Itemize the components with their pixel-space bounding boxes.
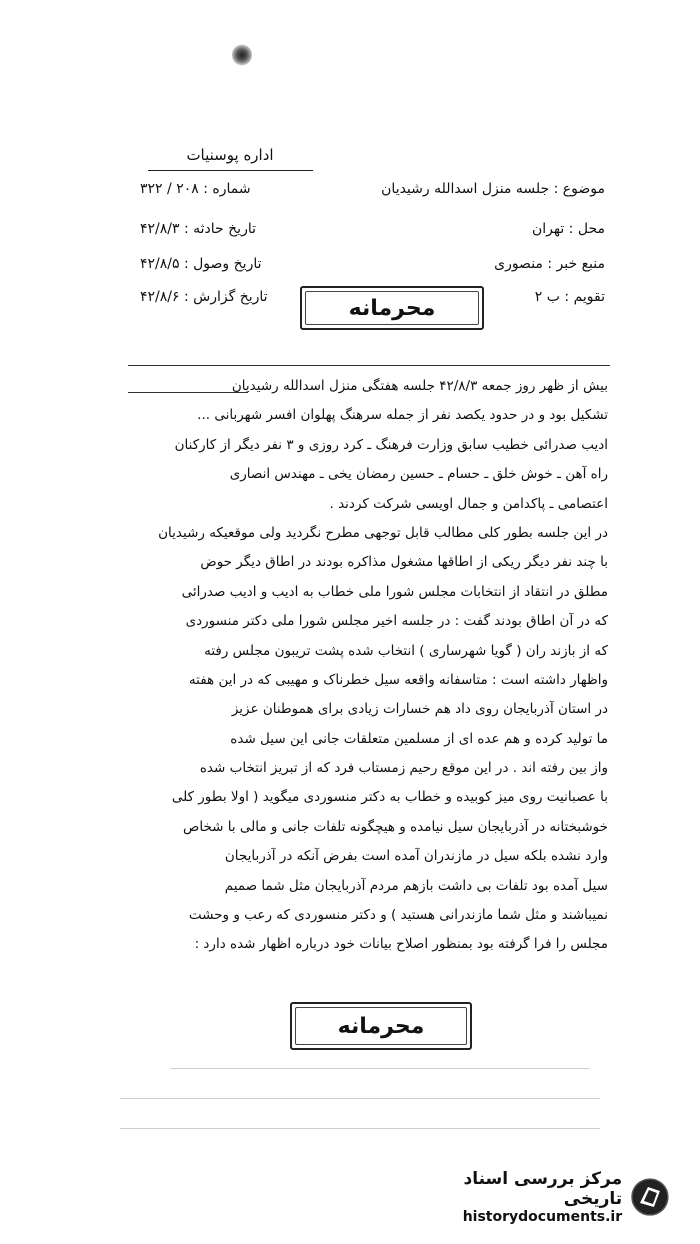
body-line: با چند نفر دیگر ریکی از اطاقها مشغول مذاکره بودند در اطاق دیگر حوض — [200, 554, 608, 571]
body-line: که در آن اطاق بودند گفت : در جلسه اخیر مجلس شورا ملی دکتر منسوردی — [185, 613, 608, 630]
faint-rule — [120, 1098, 600, 1099]
faint-rule — [170, 1068, 590, 1069]
body-line: واظهار داشته است : متاسفانه واقعه سیل خطرناک و مهیبی که در این هفته — [188, 671, 608, 688]
confidential-stamp-top: محرمانه — [300, 286, 484, 330]
body-line: با عصبانیت روی میز کوبیده و خطاب به دکتر منسوردی میگوید ( اولا بطور کلی — [171, 789, 608, 806]
body-line: در استان آذربایجان روی داد هم خسارات زیادی برای هموطنان عزیز — [231, 701, 608, 718]
body-line: در این جلسه بطور کلی مطالب قابل توجهی مطرح نگردید ولی موقعیکه رشیدیان — [158, 524, 608, 541]
body-line: اعتصامی ـ پاکدامن و جمال اویسی شرکت کردند . — [329, 495, 608, 512]
meta-source: منبع خبر : منصوری — [494, 256, 605, 272]
body-line: ما تولید کرده و هم عده ای از مسلمین متعلقات جانی این سیل شده — [230, 730, 608, 747]
rule-line — [128, 365, 610, 366]
body-line: نمیباشند و مثل شما مازندرانی هستید ) و دکتر منسوردی که رعب و وحشت — [188, 907, 608, 924]
body-line: وارد نشده بلکه سیل در مازندران آمده است بفرض آنکه در آذربایجان — [224, 848, 608, 865]
meta-number: شماره : ۲۰۸ / ۳۲۲ — [140, 181, 251, 197]
body-line: که از بازند ران ( گویا شهرساری ) انتخاب شده پشت تریبون مجلس رفته — [204, 642, 608, 659]
archive-watermark — [400, 1170, 670, 1224]
meta-rating: تقویم : ب ۲ — [534, 289, 605, 305]
faint-rule — [120, 1128, 600, 1129]
watermark-text — [400, 1169, 622, 1225]
department-header: اداره پوسنیات — [186, 146, 274, 164]
body-line: خوشبختانه در آذربایجان سیل نیامده و هیچگونه تلفات جانی و مالی با شخاص — [183, 818, 608, 835]
meta-report-date: تاریخ گزارش : ۴۲/۸/۶ — [140, 289, 268, 305]
body-line: سیل آمده بود تلفات بی داشت بازهم مردم آذربایجان مثل شما صمیم — [224, 877, 608, 894]
meta-event-date: تاریخ حادثه : ۴۲/۸/۳ — [140, 221, 256, 237]
meta-place: محل : تهران — [531, 221, 605, 237]
body-line: راه آهن ـ خوش خلق ـ حسام ـ حسین رمضان یخی ـ مهندس انصاری — [229, 466, 608, 483]
meta-subject: موضوع : جلسه منزل اسدالله رشیدیان — [381, 181, 605, 197]
body-line: مجلس را فرا گرفته بود بمنظور اصلاح بیانات خود درباره اظهار شده دارد : — [194, 936, 608, 953]
body-line: ادیب صدرائی خطیب سابق وزارت فرهنگ ـ کرد روزی و ۳ نفر دیگر از کارکنان — [174, 436, 608, 453]
header-underline — [148, 170, 313, 171]
ink-blot — [232, 44, 252, 66]
body-line: واز بین رفته اند . در این موقع رحیم زمستاب فرد که از تبریز انتخاب شده — [199, 760, 608, 777]
body-line: بیش از ظهر روز جمعه ۴۲/۸/۳ جلسه هفتگی منزل اسدالله رشیدیان — [231, 378, 608, 394]
watermark-name: مرکز بررسی اسناد تاریخی — [463, 1169, 623, 1209]
confidential-stamp-bottom: محرمانه — [290, 1002, 472, 1050]
body-line: تشکیل بود و در حدود یکصد نفر از جمله سرهنگ پهلوان افسر شهربانی ... — [197, 407, 608, 424]
body-line: مطلق در انتقاد از انتخابات مجلس شورا ملی خطاب به ادیب و ادیب صدرائی — [181, 583, 608, 600]
meta-receive-date: تاریخ وصول : ۴۲/۸/۵ — [140, 256, 262, 272]
report-body — [98, 372, 608, 960]
watermark-url: historydocuments.ir — [462, 1209, 623, 1225]
archive-logo-icon — [630, 1177, 670, 1217]
